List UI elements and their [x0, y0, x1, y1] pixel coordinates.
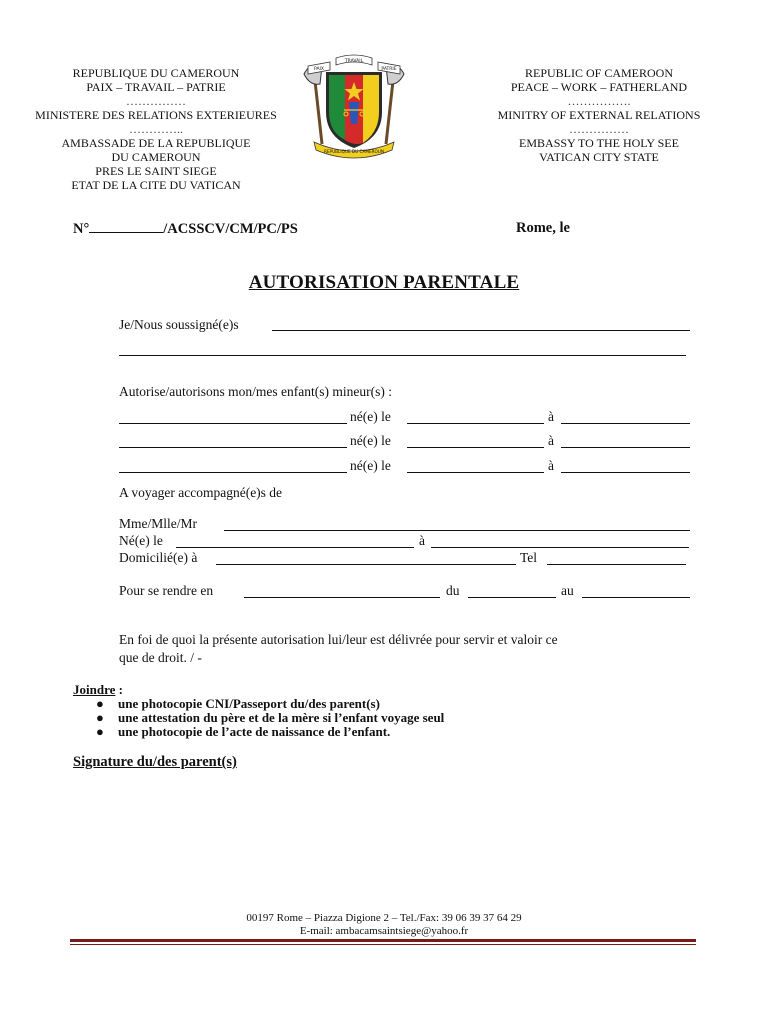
country-name-en: REPUBLIC OF CAMEROON: [524, 66, 674, 80]
separator: ……………: [569, 122, 629, 136]
list-item: ● une photocopie de l’acte de naissance de l’enfant.: [96, 724, 391, 739]
signatories-field[interactable]: [272, 330, 690, 331]
separator: …………..: [129, 122, 183, 136]
header-left: [20, 66, 292, 192]
reference-number: [73, 220, 298, 238]
embassy-fr-line3: PRES LE SAINT SIEGE: [95, 164, 217, 178]
child-name-field-3[interactable]: [119, 472, 347, 473]
companion-name-label: Mme/Mlle/Mr: [119, 516, 197, 531]
bullet-icon: ●: [96, 724, 104, 739]
child-birthdate-field-2[interactable]: [407, 447, 544, 448]
child-birthplace-field-1[interactable]: [561, 423, 690, 424]
bullet-icon: ●: [96, 710, 104, 725]
axe-left-icon: [304, 65, 322, 144]
list-item: ● une attestation du père et de la mère si l’enfant voyage seul: [96, 710, 445, 725]
signatories-label: Je/Nous soussigné(e)s: [119, 317, 239, 332]
child-born-label: né(e) le: [350, 433, 391, 448]
emblem-banner-center: TRAVAIL: [344, 59, 364, 64]
child-at-label: à: [548, 409, 554, 424]
country-name-fr: REPUBLIQUE DU CAMEROUN: [72, 66, 240, 80]
attachments-colon: :: [115, 682, 123, 697]
child-at-label: à: [548, 458, 554, 473]
footer-email: E-mail: ambacamsaintsiege@yahoo.fr: [299, 925, 469, 937]
coat-of-arms-icon: [300, 52, 408, 164]
embassy-fr-line4: ETAT DE LA CITE DU VATICAN: [71, 178, 241, 192]
child-born-label: né(e) le: [350, 409, 391, 424]
closing-statement-line2: que de droit. / -: [119, 650, 202, 665]
companion-birthdate-field[interactable]: [176, 547, 414, 548]
child-name-field-1[interactable]: [119, 423, 347, 424]
from-date-label: du: [446, 583, 460, 598]
child-birthdate-field-3[interactable]: [407, 472, 544, 473]
from-date-field[interactable]: [468, 597, 556, 598]
motto-en: PEACE – WORK – FATHERLAND: [510, 80, 688, 94]
separator: ……………: [126, 94, 186, 108]
embassy-en-line1: EMBASSY TO THE HOLY SEE: [519, 136, 679, 150]
child-at-label: à: [548, 433, 554, 448]
signature-label: Signature du/des parent(s): [73, 754, 237, 770]
shield-icon: [326, 72, 382, 148]
footer-address: 00197 Rome – Piazza Digione 2 – Tel./Fax: 39 06 39 37 64 29: [246, 912, 522, 924]
attachments-label: Joindre: [73, 682, 116, 697]
ministry-fr: MINISTERE DES RELATIONS EXTERIEURES: [35, 108, 277, 122]
axe-right-icon: [386, 65, 404, 144]
domicile-field[interactable]: [216, 564, 516, 565]
companion-at-label: à: [419, 533, 425, 548]
emblem-ribbon-text: REPUBLIQUE DU CAMEROUN: [324, 149, 384, 154]
header-right: [474, 66, 724, 164]
number-suffix: /ACSSCV/CM/PC/PS: [163, 221, 298, 237]
footer-rule: [70, 939, 696, 942]
bullet-icon: ●: [96, 696, 104, 711]
motto-fr: PAIX – TRAVAIL – PATRIE: [86, 80, 226, 94]
place-date: Rome, le: [516, 220, 570, 236]
embassy-fr-line2: DU CAMEROUN: [111, 150, 201, 164]
destination-label: Pour se rendre en: [119, 583, 214, 598]
child-birthdate-field-1[interactable]: [407, 423, 544, 424]
emblem-banner-right: PATRIE: [381, 67, 397, 72]
reference-number-field[interactable]: [89, 220, 163, 233]
footer: [0, 912, 768, 938]
footer-rule-thin: [70, 944, 696, 945]
companion-born-label: Né(e) le: [119, 533, 163, 548]
embassy-en-line2: VATICAN CITY STATE: [539, 150, 659, 164]
tel-field[interactable]: [547, 564, 686, 565]
signatories-field-line2[interactable]: [119, 355, 686, 356]
tel-label: Tel: [520, 550, 538, 565]
domicile-label: Domicilié(e) à: [119, 550, 198, 565]
separator: …………….: [567, 94, 631, 108]
child-born-label: né(e) le: [350, 458, 391, 473]
child-birthplace-field-3[interactable]: [561, 472, 690, 473]
child-name-field-2[interactable]: [119, 447, 347, 448]
document-title: AUTORISATION PARENTALE: [248, 272, 520, 293]
companion-name-field[interactable]: [224, 530, 690, 531]
list-item: ● une photocopie CNI/Passeport du/des parent(s): [96, 696, 380, 711]
ministry-en: MINITRY OF EXTERNAL RELATIONS: [497, 108, 701, 122]
emblem-banner-left: PAIX: [314, 67, 324, 72]
number-prefix: N°: [73, 221, 90, 237]
attachments-list: [90, 697, 444, 739]
to-date-label: au: [561, 583, 574, 598]
child-birthplace-field-2[interactable]: [561, 447, 690, 448]
to-date-field[interactable]: [582, 597, 690, 598]
travel-with-label: A voyager accompagné(e)s de: [119, 485, 283, 500]
authorize-label: Autorise/autorisons mon/mes enfant(s) mineur(s) :: [119, 384, 392, 399]
companion-birthplace-field[interactable]: [431, 547, 689, 548]
closing-statement-line1: En foi de quoi la présente autorisation lui/leur est délivrée pour servir et valoir ce: [119, 632, 558, 647]
destination-field[interactable]: [244, 597, 440, 598]
embassy-fr-line1: AMBASSADE DE LA REPUBLIQUE: [61, 136, 251, 150]
